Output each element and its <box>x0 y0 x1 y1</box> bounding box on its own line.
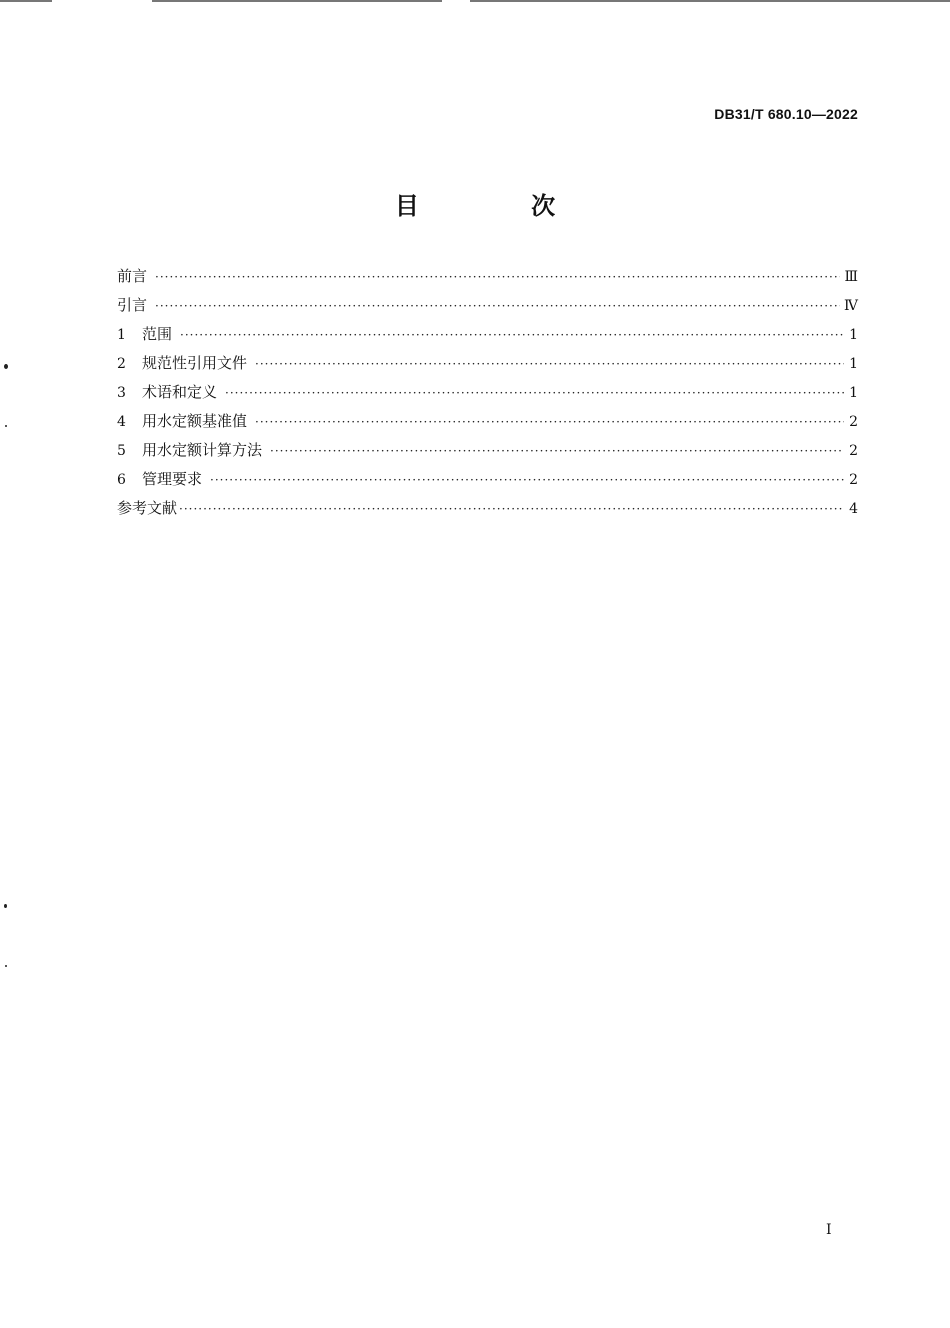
toc-entry-number: 3 <box>117 385 126 401</box>
toc-entry-introduction[interactable] <box>117 291 858 320</box>
toc-leader-dots <box>255 408 844 437</box>
toc-entry-page: 1 <box>849 356 858 372</box>
toc-entry-bibliography[interactable] <box>117 494 858 523</box>
toc-entry-page: 2 <box>849 472 858 488</box>
toc-entry-page: 1 <box>849 327 858 343</box>
scan-speck <box>4 364 8 369</box>
toc-entry-page: 1 <box>849 385 858 401</box>
toc-leader-dots <box>179 495 844 524</box>
toc-entry-number: 4 <box>117 414 126 430</box>
toc-leader-dots <box>270 437 844 466</box>
toc-entry-label: 术语和定义 <box>142 383 218 401</box>
toc-entry-page: Ⅳ <box>844 298 858 314</box>
toc-entry-scope[interactable] <box>117 320 858 349</box>
toc-leader-dots <box>155 292 840 321</box>
page-number: I <box>826 1222 832 1238</box>
toc-entry-label: 参考文献 <box>117 499 178 517</box>
toc-entry-number: 5 <box>117 443 126 459</box>
scan-edge-line <box>152 0 442 2</box>
toc-entry-label: 用水定额计算方法 <box>142 441 263 459</box>
toc-entry-benchmark-values[interactable] <box>117 407 858 436</box>
toc-leader-dots <box>155 263 840 292</box>
toc-entry-label: 前言 <box>117 267 148 285</box>
toc-entry-label: 范围 <box>142 325 173 343</box>
standard-code: DB31/T 680.10—2022 <box>714 106 858 122</box>
toc-entry-number: 1 <box>117 327 126 343</box>
toc-entry-page: Ⅲ <box>844 269 858 285</box>
toc-entry-normative-references[interactable] <box>117 349 858 378</box>
toc-entry-page: 2 <box>849 414 858 430</box>
scan-edge-line <box>470 0 950 2</box>
toc-entry-label: 引言 <box>117 296 148 314</box>
toc-leader-dots <box>255 350 844 379</box>
table-of-contents <box>117 262 858 523</box>
toc-entry-calculation-method[interactable] <box>117 436 858 465</box>
toc-entry-page: 2 <box>849 443 858 459</box>
scan-speck <box>5 965 7 967</box>
toc-entry-label: 用水定额基准值 <box>142 412 248 430</box>
toc-entry-label: 管理要求 <box>142 470 203 488</box>
scan-speck <box>4 904 7 908</box>
toc-entry-foreword[interactable] <box>117 262 858 291</box>
toc-title: 目 次 <box>394 192 608 220</box>
toc-entry-label: 规范性引用文件 <box>142 354 248 372</box>
scan-speck <box>5 425 7 427</box>
scan-edge-line <box>0 0 52 2</box>
toc-leader-dots <box>210 466 844 495</box>
toc-entry-terms-definitions[interactable] <box>117 378 858 407</box>
toc-entry-page: 4 <box>849 501 858 517</box>
toc-leader-dots <box>180 321 844 350</box>
toc-leader-dots <box>225 379 844 408</box>
toc-entry-number: 2 <box>117 356 126 372</box>
toc-entry-number: 6 <box>117 472 126 488</box>
toc-entry-management-requirements[interactable] <box>117 465 858 494</box>
